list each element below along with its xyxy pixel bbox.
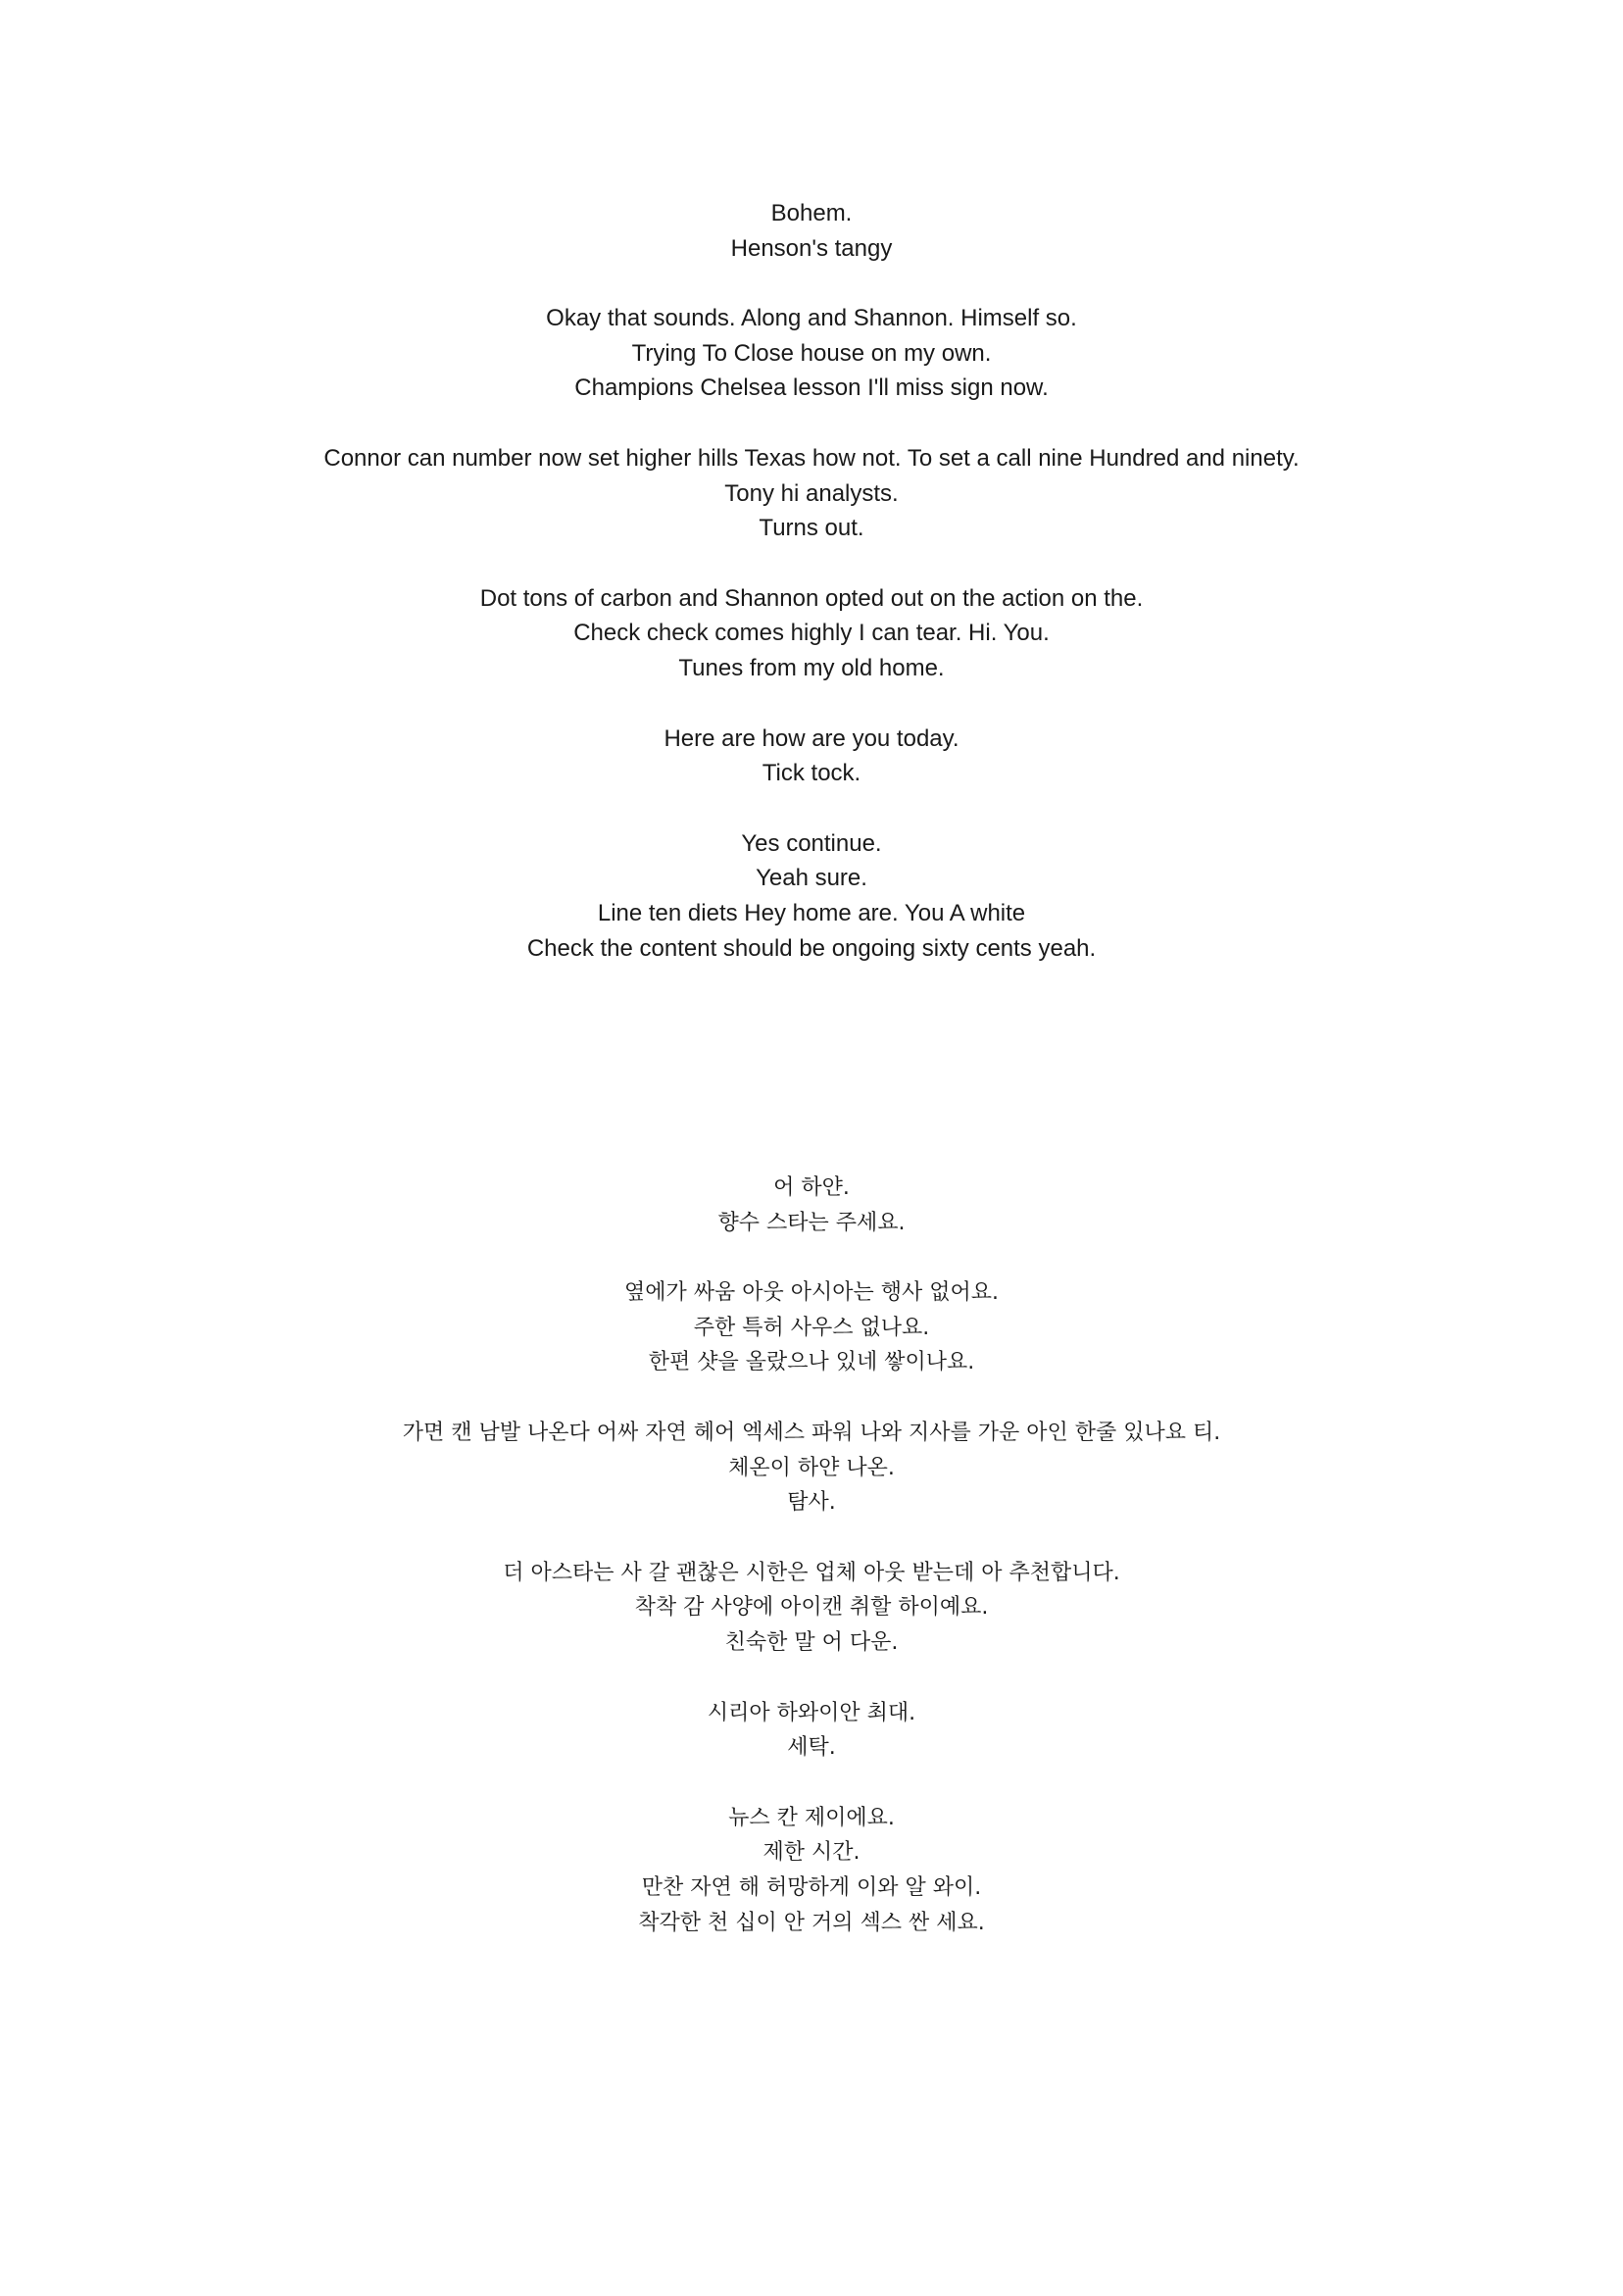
text-line: 친숙한 말 어 다운. — [724, 1629, 899, 1655]
text-line: 착착 감 사양에 아이캔 취할 하이예요. — [634, 1595, 989, 1621]
text-line: Henson's tangy — [730, 234, 893, 262]
text-line: 주한 특허 사우스 없나요. — [693, 1315, 930, 1340]
text-line: Tony hi analysts. — [724, 479, 899, 507]
text-line: 세탁. — [787, 1735, 836, 1761]
stanza — [0, 826, 1623, 966]
text-line: Tick tock. — [762, 760, 861, 787]
text-line: 더 아스타는 사 갈 괜찮은 시한은 업체 아웃 받는데 아 추천합니다. — [503, 1560, 1120, 1585]
text-line: Trying To Close house on my own. — [631, 339, 992, 367]
text-line: 향수 스타는 주세요. — [717, 1210, 906, 1235]
stanza — [0, 1556, 1623, 1661]
text-line: 체온이 하얀 나온. — [728, 1455, 895, 1480]
text-line: 제한 시간. — [762, 1840, 861, 1866]
text-line: 탐사. — [787, 1490, 836, 1516]
text-line: 옆에가 싸움 아웃 아시아는 행사 없어요. — [624, 1280, 999, 1306]
text-line: Tunes from my old home. — [678, 654, 945, 681]
text-line: 뉴스 칸 제이에요. — [728, 1805, 895, 1830]
text-line: Dot tons of carbon and Shannon opted out on the action on the. — [479, 584, 1144, 612]
korean-transcript — [0, 1171, 1623, 1975]
text-line: 가면 캔 남발 나온다 어싸 자연 헤어 엑세스 파워 나와 지사를 가운 아인 한줄 있나요 티. — [402, 1420, 1221, 1445]
stanza — [0, 722, 1623, 791]
text-line: Okay that sounds. Along and Shannon. Himself so. — [546, 305, 1077, 332]
text-line: 시리아 하와이안 최대. — [707, 1700, 916, 1725]
text-line: Yes continue. — [741, 829, 882, 857]
text-line: Line ten diets Hey home are. You A white — [597, 899, 1026, 926]
text-line: Champions Chelsea lesson I'll miss sign now. — [574, 374, 1049, 402]
text-line: Bohem. — [770, 200, 853, 226]
stanza — [0, 1416, 1623, 1521]
text-line: Check check comes highly I can tear. Hi. You. — [573, 620, 1050, 647]
stanza — [0, 196, 1623, 266]
english-transcript — [0, 196, 1623, 1001]
stanza — [0, 301, 1623, 406]
stanza — [0, 1171, 1623, 1240]
text-line: Check the content should be ongoing sixty cents yeah. — [526, 934, 1097, 962]
text-line: Connor can number now set higher hills Texas how not. To set a call nine Hundred and ninety. — [323, 444, 1300, 472]
stanza — [0, 581, 1623, 686]
stanza — [0, 441, 1623, 546]
stanza — [0, 1801, 1623, 1940]
text-line: Here are how are you today. — [664, 724, 959, 752]
text-line: Turns out. — [759, 515, 864, 542]
text-line: 만찬 자연 해 허망하게 이와 알 와이. — [641, 1874, 982, 1900]
stanza — [0, 1275, 1623, 1380]
text-line: 착각한 천 십이 안 거의 섹스 싼 세요. — [638, 1910, 985, 1935]
text-line: 어 하얀. — [773, 1175, 850, 1200]
stanza — [0, 1696, 1623, 1766]
text-line: Yeah sure. — [756, 865, 867, 892]
text-line: 한편 샷을 올랐으나 있네 쌓이나요. — [648, 1350, 975, 1375]
